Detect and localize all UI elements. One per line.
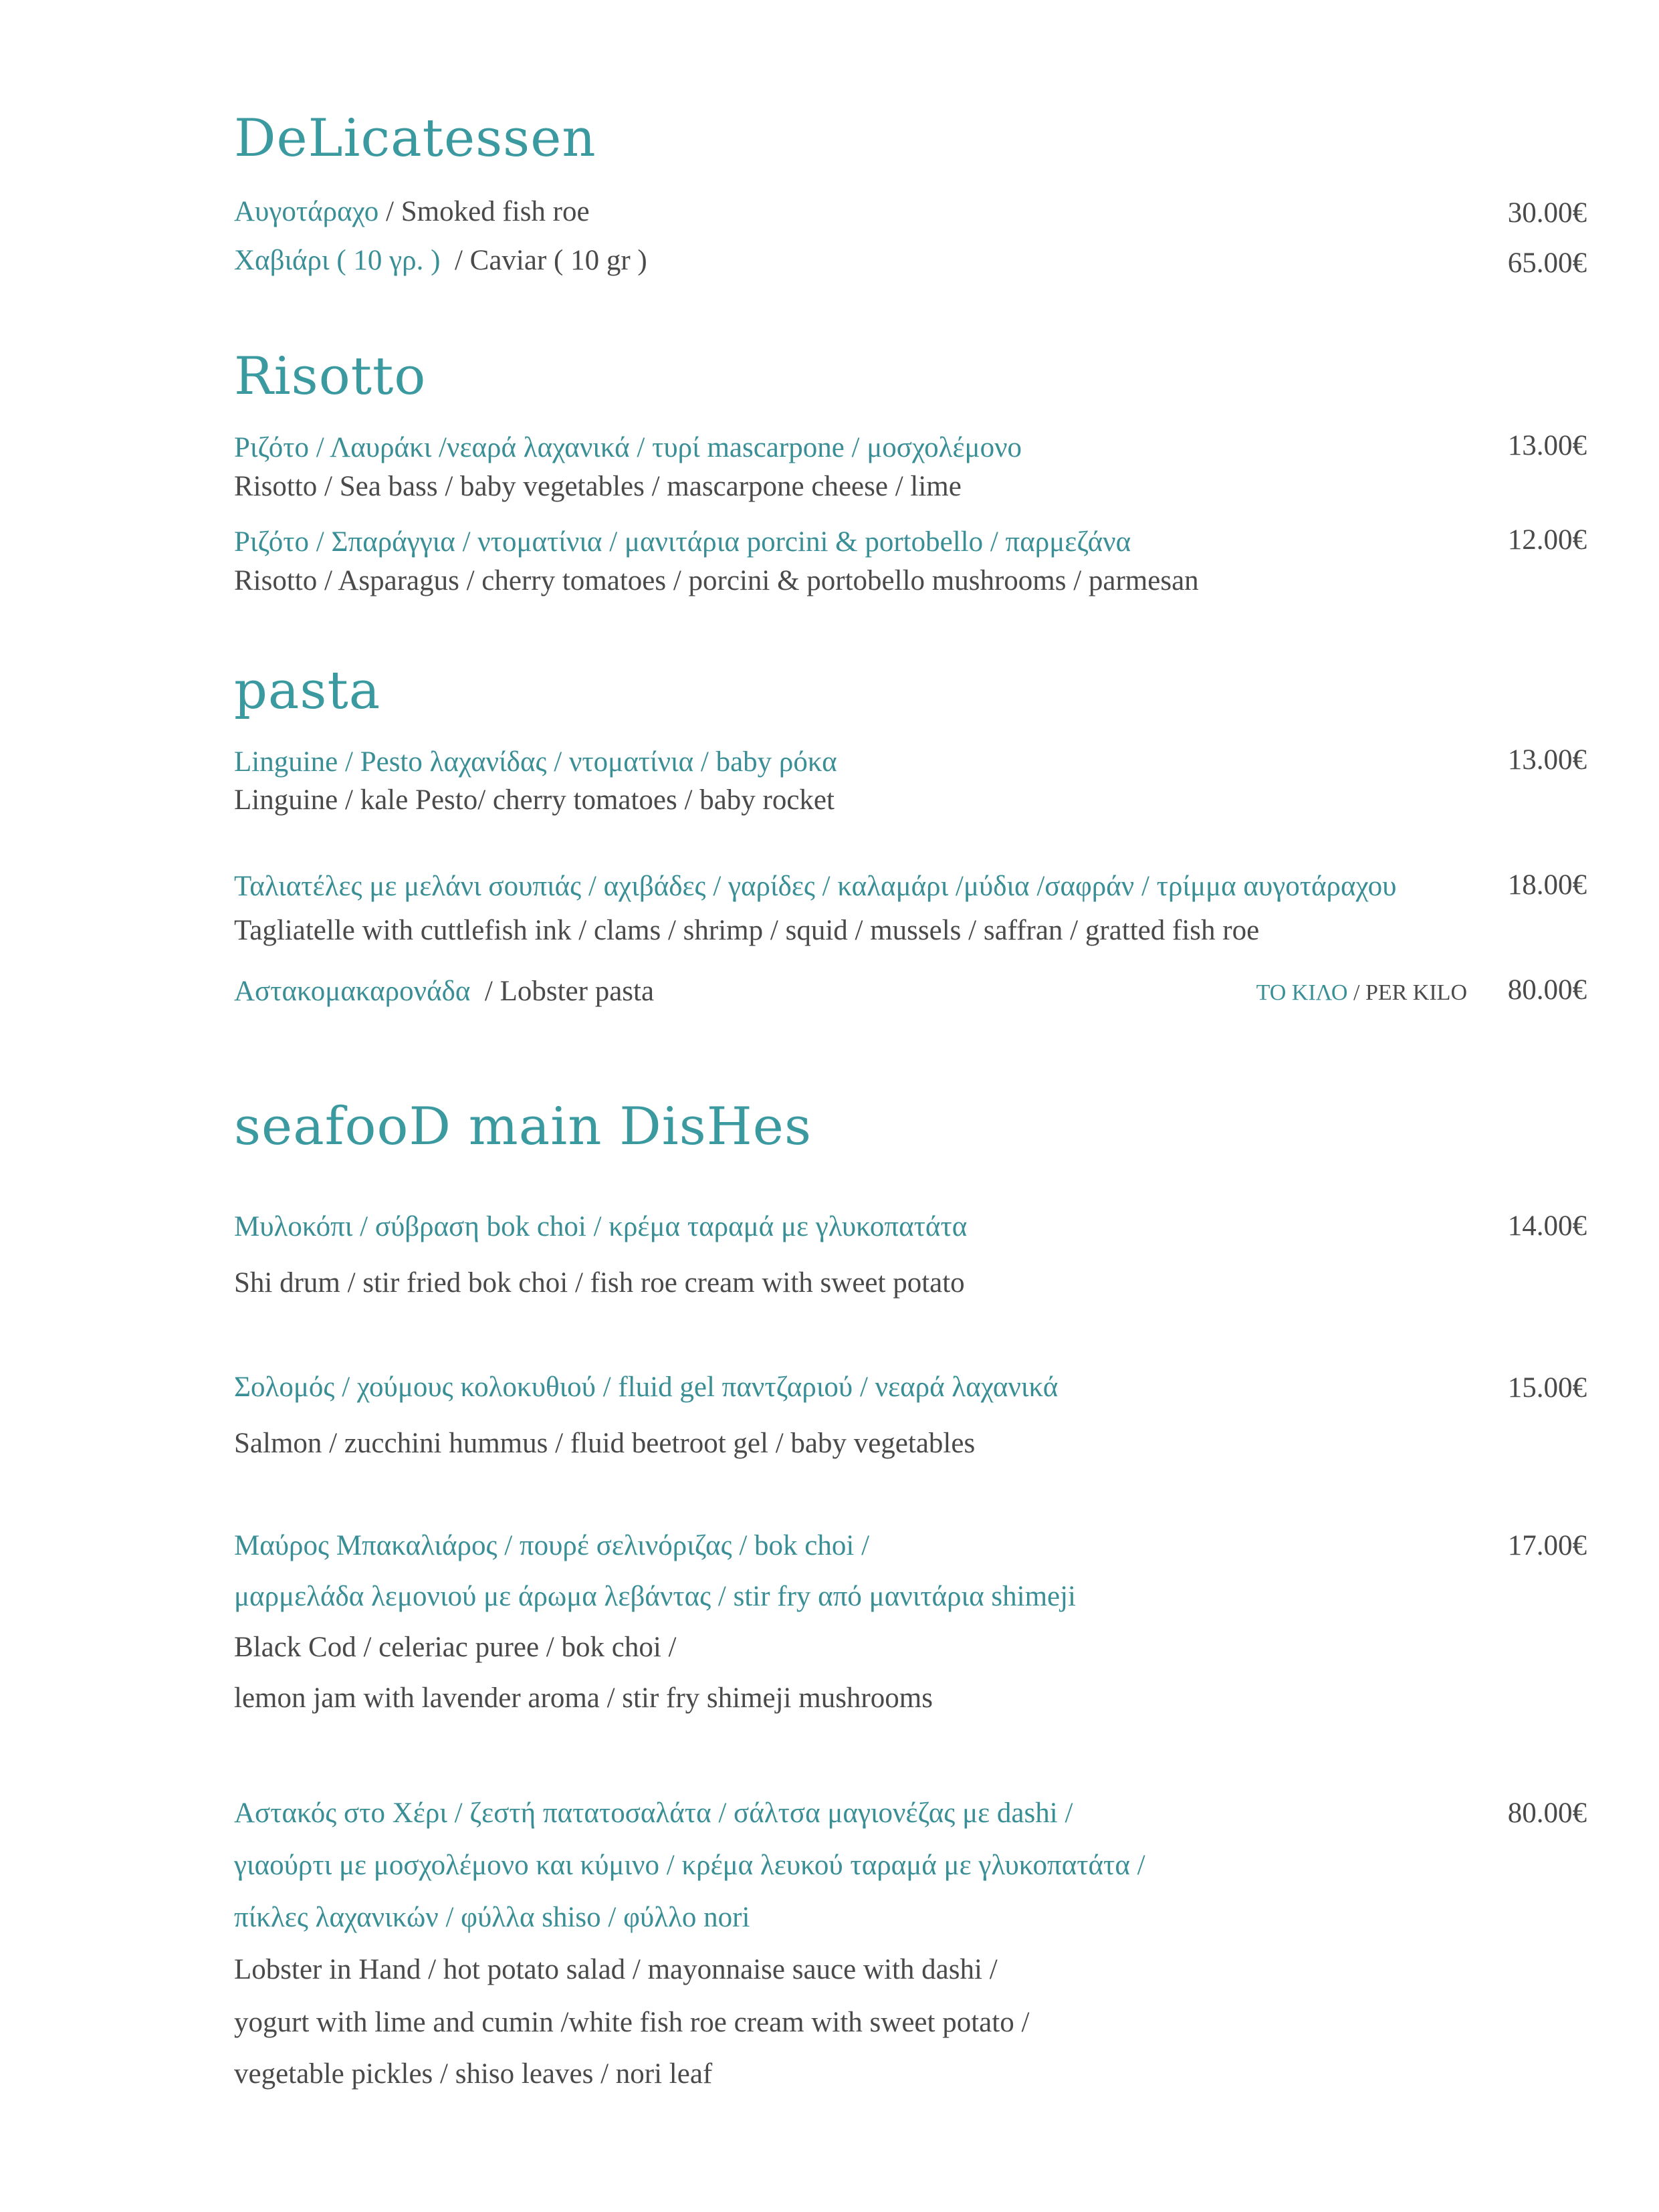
section-heading-pasta: pasta [234, 661, 381, 721]
item-name-greek-line2: μαρμελάδα λεμονιού με άρωμα λεβάντας / stir fry από μανιτάρια shimeji [234, 1581, 1076, 1612]
menu-item-smoked-fish-roe [234, 197, 590, 226]
price-unit-separator: / [1347, 980, 1365, 1005]
item-price: 15.00€ [1507, 1372, 1587, 1404]
item-price: 80.00€ [1507, 1797, 1587, 1829]
item-name-greek: Ταλιατέλες με μελάνι σουπιάς / αχιβάδες / γαρίδες / καλαμάρι /μύδια /σαφράν / τρίμμα αυγοτάραχου [234, 871, 1397, 902]
item-name-greek: Αυγοτάραχο [234, 196, 379, 227]
item-price: 14.00€ [1507, 1210, 1587, 1242]
item-name-greek: Linguine / Pesto λαχανίδας / ντοματίνια / baby ρόκα [234, 746, 837, 778]
price-unit-english: PER KILO [1365, 980, 1467, 1005]
item-separator: / [378, 196, 401, 227]
item-name-english: Lobster pasta [500, 976, 655, 1007]
item-price: 30.00€ [1507, 197, 1587, 229]
item-name-english: Caviar ( 10 gr ) [469, 245, 647, 276]
item-price: 17.00€ [1507, 1530, 1587, 1561]
item-name-english: Linguine / kale Pesto/ cherry tomatoes / baby rocket [234, 784, 835, 816]
item-name-greek: Ριζότο / Σπαράγγια / ντοματίνια / μανιτάρια porcini & portobello / παρμεζάνα [234, 526, 1131, 558]
item-price: 80.00€ [1507, 974, 1587, 1006]
item-name-english: Black Cod / celeriac puree / bok choi / [234, 1632, 677, 1663]
item-separator: / [470, 976, 500, 1007]
section-heading-delicatessen: DeLicatessen [234, 108, 596, 169]
section-heading-risotto: Risotto [234, 346, 427, 407]
section-heading-seafood-main-dishes: seafooD main DisHes [234, 1097, 812, 1157]
item-name-english: Risotto / Asparagus / cherry tomatoes / porcini & portobello mushrooms / parmesan [234, 565, 1199, 596]
item-name-english: Salmon / zucchini hummus / fluid beetroot gel / baby vegetables [234, 1428, 976, 1459]
item-name-english: Shi drum / stir fried bok choi / fish roe cream with sweet potato [234, 1267, 965, 1299]
item-price: 18.00€ [1507, 869, 1587, 901]
item-name-english: Risotto / Sea bass / baby vegetables / mascarpone cheese / lime [234, 471, 962, 502]
item-name-english-line3: vegetable pickles / shiso leaves / nori leaf [234, 2058, 713, 2090]
item-name-greek: Χαβιάρι ( 10 γρ. ) [234, 245, 441, 276]
item-name-greek-line3: πίκλες λαχανικών / φύλλα shiso / φύλλο nori [234, 1902, 750, 1933]
item-name-greek: Σολομός / χούμους κολοκυθιού / fluid gel παντζαριού / νεαρά λαχανικά [234, 1371, 1059, 1403]
item-name-english: Lobster in Hand / hot potato salad / mayonnaise sauce with dashi / [234, 1954, 998, 1985]
price-unit-greek: ΤΟ ΚΙΛΟ [1256, 980, 1348, 1005]
item-name-greek: Μαύρος Μπακαλιάρος / πουρέ σελινόριζας / bok choi / [234, 1530, 870, 1561]
item-name-english-line2: lemon jam with lavender aroma / stir fry shimeji mushrooms [234, 1682, 933, 1714]
item-price: 65.00€ [1507, 247, 1587, 279]
item-price: 13.00€ [1507, 430, 1587, 461]
item-price: 12.00€ [1507, 524, 1587, 556]
item-separator: / [440, 245, 470, 276]
item-name-greek: Μυλοκόπι / σύβραση bok choi / κρέμα ταραμά με γλυκοπατάτα [234, 1211, 968, 1242]
item-name-english: Smoked fish roe [401, 196, 590, 227]
item-name-greek-line2: γιαούρτι με μοσχολέμονο και κύμινο / κρέμα λευκού ταραμά με γλυκοπατάτα / [234, 1850, 1145, 1881]
item-name-english-line2: yogurt with lime and cumin /white fish roe cream with sweet potato / [234, 2007, 1030, 2038]
item-price: 13.00€ [1507, 744, 1587, 776]
item-name-greek: Αστακός στο Χέρι / ζεστή πατατοσαλάτα / σάλτσα μαγιονέζας με dashi / [234, 1797, 1073, 1829]
item-name-greek: Ριζότο / Λαυράκι /νεαρά λαχανικά / τυρί mascarpone / μοσχολέμονο [234, 432, 1022, 463]
item-name-english: Tagliatelle with cuttlefish ink / clams / shrimp / squid / mussels / saffran / gratted fish roe [234, 915, 1260, 946]
price-unit-label [1256, 982, 1467, 1004]
menu-item-lobster-pasta [234, 977, 654, 1006]
item-name-greek: Αστακομακαρονάδα [234, 976, 471, 1007]
menu-item-caviar [234, 246, 647, 275]
